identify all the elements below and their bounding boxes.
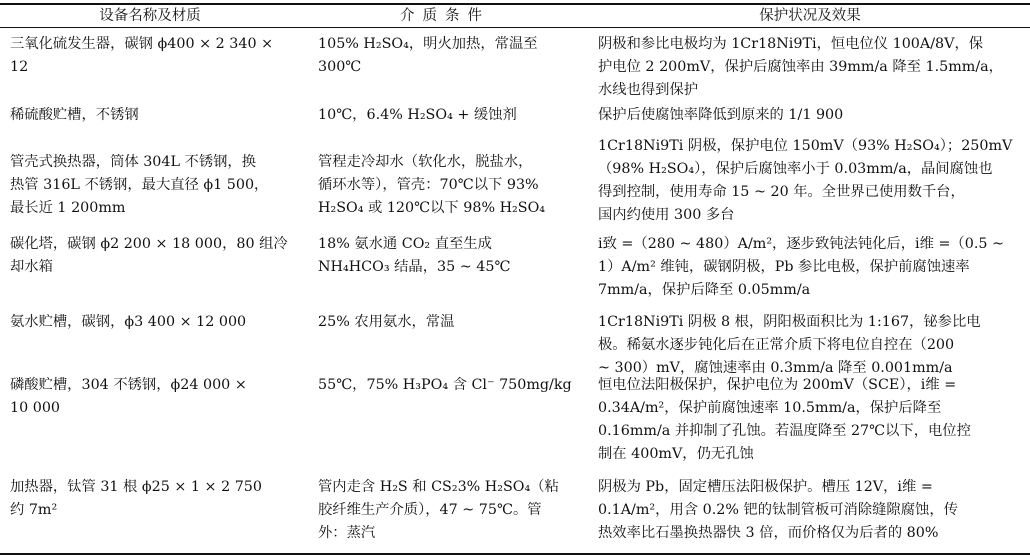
row-3-effect-line-2: （98% H₂SO₄），保护后腐蚀率小于 0.03mm/a，晶间腐蚀也 [598,161,993,177]
row-1-equipment-line-2: 12 [10,59,29,75]
row-7-effect-line-1: 阴极为 Pb，固定槽压法阳极保护。槽压 12V，i维 = [598,479,933,495]
row-7-medium-line-3: 外：蒸汽 [318,525,376,541]
row-7-equipment [10,476,298,522]
row-1-effect-line-2: 护电位 2 200mV，保护后腐蚀率由 39mm/a 降至 1.5mm/a， [598,59,1003,75]
row-5-equipment [10,311,298,334]
row-7-effect-line-2: 0.1A/m²，用含 0.2% 钯的钛制管板可消除缝隙腐蚀，传 [598,502,958,518]
row-4-effect-line-3: 7mm/a，保护后降至 0.05mm/a [598,282,811,298]
row-6-effect-line-3: 0.16mm/a 并抑制了孔蚀。若温度降至 27℃以下，电位控 [598,423,971,439]
row-4-equipment-line-1: 碳化塔，碳钢 ϕ2 200 × 18 000，80 组冷 [10,236,288,252]
row-5-medium-line-1: 25% 农用氨水，常温 [318,314,455,330]
header-medium: 介质条件 [400,8,490,24]
row-4-medium-line-2: NH₄HCO₃ 结晶，35 ~ 45℃ [318,259,511,275]
row-2-medium [318,104,584,127]
table-header-rule [0,27,1030,28]
row-6-effect-line-2: 0.34A/m²，保护前腐蚀速率 10.5mm/a，保护后降至 [598,400,942,416]
row-3-equipment [10,151,298,220]
row-3-effect-line-3: 得到控制，使用寿命 15 ~ 20 年。全世界已使用数千台， [598,184,965,200]
table-bottom-rule [0,553,1030,555]
row-4-effect [598,233,1024,302]
row-6-equipment-line-2: 10 000 [10,400,61,416]
row-1-effect-line-3: 水线也得到保护 [598,82,699,98]
row-1-medium-line-2: 300℃ [318,59,362,75]
row-6-equipment-line-1: 磷酸贮槽，304 不锈钢，ϕ24 000 × [10,377,247,393]
row-3-medium-line-2: 循环水等），管壳：70℃以下 93% [318,177,539,193]
header-effect: 保护状况及效果 [759,8,861,24]
row-7-effect-line-3: 热效率比石墨换热器快 3 倍，而价格仅为后者的 80% [598,525,939,541]
row-2-effect-line-1: 保护后使腐蚀率降低到原来的 1/1 900 [598,107,844,123]
row-4-effect-line-1: i致 =（280 ~ 480）A/m²，逐步致钝法钝化后，i维 =（0.5 ~ [598,236,1004,252]
row-4-medium-line-1: 18% 氨水通 CO₂ 直至生成 [318,236,492,252]
row-6-equipment [10,374,298,420]
row-1-medium-line-1: 105% H₂SO₄，明火加热，常温至 [318,36,538,52]
row-7-equipment-line-2: 约 7m² [10,502,58,518]
row-3-medium-line-3: H₂SO₄ 或 120℃以下 98% H₂SO₄ [318,200,546,216]
row-1-equipment [10,33,298,79]
row-7-equipment-line-1: 加热器，钛管 31 根 ϕ25 × 1 × 2 750 [10,479,263,495]
row-1-effect [598,33,1024,102]
row-5-effect [598,311,1024,380]
row-7-effect [598,476,1024,545]
row-5-effect-line-3: ~ 300）mV，腐蚀速率由 0.3mm/a 降至 0.001mm/a [598,360,953,376]
row-6-effect [598,374,1024,466]
row-5-equipment-line-1: 氨水贮槽，碳钢，ϕ3 400 × 12 000 [10,314,247,330]
row-7-medium-line-2: 胶纤维生产介质），47 ~ 75℃。管 [318,502,542,518]
row-4-equipment [10,233,298,279]
row-3-equipment-line-2: 热管 316L 不锈钢，最大直径 ϕ1 500， [10,177,269,193]
header-equipment: 设备名称及材质 [99,8,201,24]
row-6-effect-line-1: 恒电位法阳极保护，保护电位为 200mV（SCE），i维 = [598,377,957,393]
row-5-medium [318,311,584,334]
row-4-equipment-line-2: 却水箱 [10,259,53,275]
row-2-equipment [10,104,298,127]
row-3-medium-line-1: 管程走冷却水（软化水，脱盐水， [318,154,533,170]
row-3-effect-line-1: 1Cr18Ni9Ti 阴极，保护电位 150mV（93% H₂SO₄）；250mV [598,138,1013,154]
row-3-effect-line-4: 国内约使用 300 多台 [598,207,735,223]
row-7-medium [318,476,584,545]
row-6-medium-line-1: 55℃，75% H₃PO₄ 含 Cl⁻ 750mg/kg [318,377,572,393]
row-3-effect [598,135,1024,227]
row-7-medium-line-1: 管内走含 H₂S 和 CS₂3% H₂SO₄（粘 [318,479,559,495]
row-5-effect-line-1: 1Cr18Ni9Ti 阴极 8 根，阴阳极面积比为 1:167，铋参比电 [598,314,981,330]
row-1-effect-line-1: 阴极和参比电极均为 1Cr18Ni9Ti，恒电位仪 100A/8V，保 [598,36,984,52]
row-6-effect-line-4: 制在 400mV，仍无孔蚀 [598,446,754,462]
row-2-medium-line-1: 10℃，6.4% H₂SO₄ + 缓蚀剂 [318,107,517,123]
row-4-effect-line-2: 1）A/m² 维钝，碳钢阴极，Pb 参比电极，保护前腐蚀速率 [598,259,970,275]
row-4-medium [318,233,584,279]
row-1-medium [318,33,584,79]
row-3-equipment-line-1: 管壳式换热器，筒体 304L 不锈钢，换 [10,154,257,170]
row-2-equipment-line-1: 稀硫酸贮槽，不锈钢 [10,107,139,123]
row-3-medium [318,151,584,220]
row-5-effect-line-2: 极。稀氨水逐步钝化后在正常介质下将电位自控在（200 [598,337,955,353]
row-6-medium [318,374,584,397]
row-1-equipment-line-1: 三氧化硫发生器，碳钢 ϕ400 × 2 340 × [10,36,274,52]
row-3-equipment-line-3: 最长近 1 200mm [10,200,126,216]
row-2-effect [598,104,1024,127]
